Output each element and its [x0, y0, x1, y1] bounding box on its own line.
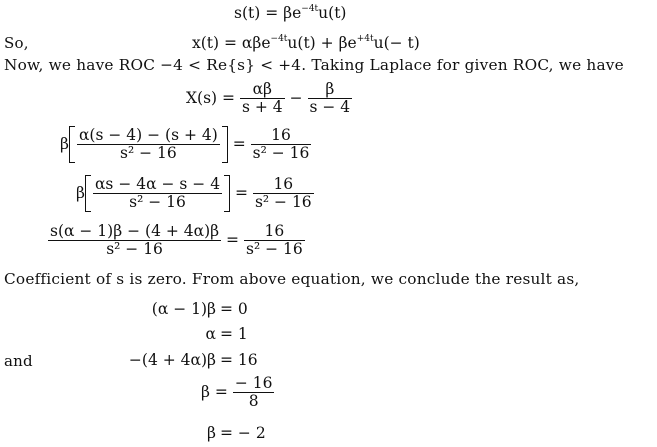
- denominator: s + 4: [241, 97, 283, 116]
- eq-lhs: X(s): [186, 88, 218, 107]
- eq-X-of-s: [186, 82, 352, 115]
- numerator: 16: [264, 222, 285, 240]
- beta-factor: β: [60, 134, 69, 153]
- minus-sign: −: [289, 88, 303, 107]
- so-label: So,: [4, 34, 29, 52]
- bracket-group: [69, 128, 228, 161]
- exponent: +4t: [356, 34, 374, 44]
- eq-result-rhs: = 0: [220, 300, 248, 318]
- numerator: s(α − 1)β − (4 + 4α)β: [50, 222, 220, 240]
- numerator: αβ: [252, 80, 273, 98]
- fraction: [233, 376, 275, 409]
- eq-term: u(t) + βe: [287, 34, 357, 52]
- eq-result-lhs: β: [207, 424, 216, 442]
- denominator: s² − 16: [48, 240, 221, 258]
- roc-sentence: Now, we have ROC −4 < Re{s} < +4. Taking Laplace for given ROC, we have: [4, 56, 624, 74]
- eq-lhs: s(t): [234, 4, 261, 22]
- denominator: s² − 16: [245, 239, 303, 258]
- fraction: [244, 224, 305, 257]
- eq-term: u(− t): [373, 34, 420, 52]
- denominator: s² − 16: [77, 144, 220, 162]
- eq-lhs: x(t): [192, 34, 220, 52]
- eq-term: = αβe: [224, 34, 271, 52]
- eq-result-lhs: (α − 1)β: [151, 300, 216, 318]
- equals-sign: =: [232, 134, 246, 153]
- exponent: −4t: [301, 4, 319, 14]
- bracket-group: [85, 177, 230, 210]
- eq-result-lhs: α: [205, 325, 216, 343]
- numerator: 16: [273, 175, 294, 193]
- denominator: s − 4: [309, 97, 351, 116]
- numerator: − 16: [234, 374, 273, 392]
- numerator: β: [325, 80, 335, 98]
- eq-rhs: = βe: [265, 4, 302, 22]
- denominator: s² − 16: [252, 143, 310, 162]
- eq-x-of-t: [192, 35, 420, 52]
- fraction: [77, 128, 220, 161]
- eq-beta-fraction: [201, 376, 274, 409]
- eq-step-2: [76, 177, 314, 210]
- fraction: [240, 82, 285, 115]
- equals-sign: =: [235, 183, 248, 202]
- fraction: [93, 177, 222, 210]
- numerator: 16: [271, 126, 291, 144]
- eq-step-1: [60, 128, 311, 161]
- eq-result-rhs: = 1: [220, 325, 248, 343]
- eq-lhs: β: [201, 382, 210, 401]
- fraction: [48, 224, 221, 257]
- fraction: [253, 177, 314, 210]
- fraction: [308, 82, 353, 115]
- beta-factor: β: [76, 183, 85, 202]
- and-label: and: [4, 352, 33, 370]
- eq-s-of-t: [234, 5, 346, 22]
- fraction: [251, 128, 312, 161]
- equals-sign: =: [214, 382, 228, 401]
- denominator: s² − 16: [93, 193, 222, 211]
- denominator: s² − 16: [254, 192, 312, 211]
- eq-result-rhs: = 16: [220, 351, 258, 369]
- exponent: −4t: [270, 34, 288, 44]
- numerator: αs − 4α − s − 4: [94, 175, 221, 193]
- numerator: α(s − 4) − (s + 4): [78, 126, 218, 144]
- denominator: 8: [233, 392, 275, 410]
- equals-sign: =: [226, 230, 240, 249]
- eq-rhs: u(t): [318, 4, 347, 22]
- eq-result-rhs: = − 2: [220, 424, 266, 442]
- eq-result-lhs: −(4 + 4α)β: [128, 351, 216, 369]
- equals-sign: =: [222, 88, 236, 107]
- coefficient-sentence: Coefficient of s is zero. From above equation, we conclude the result as,: [4, 270, 580, 288]
- eq-step-3: [48, 224, 305, 257]
